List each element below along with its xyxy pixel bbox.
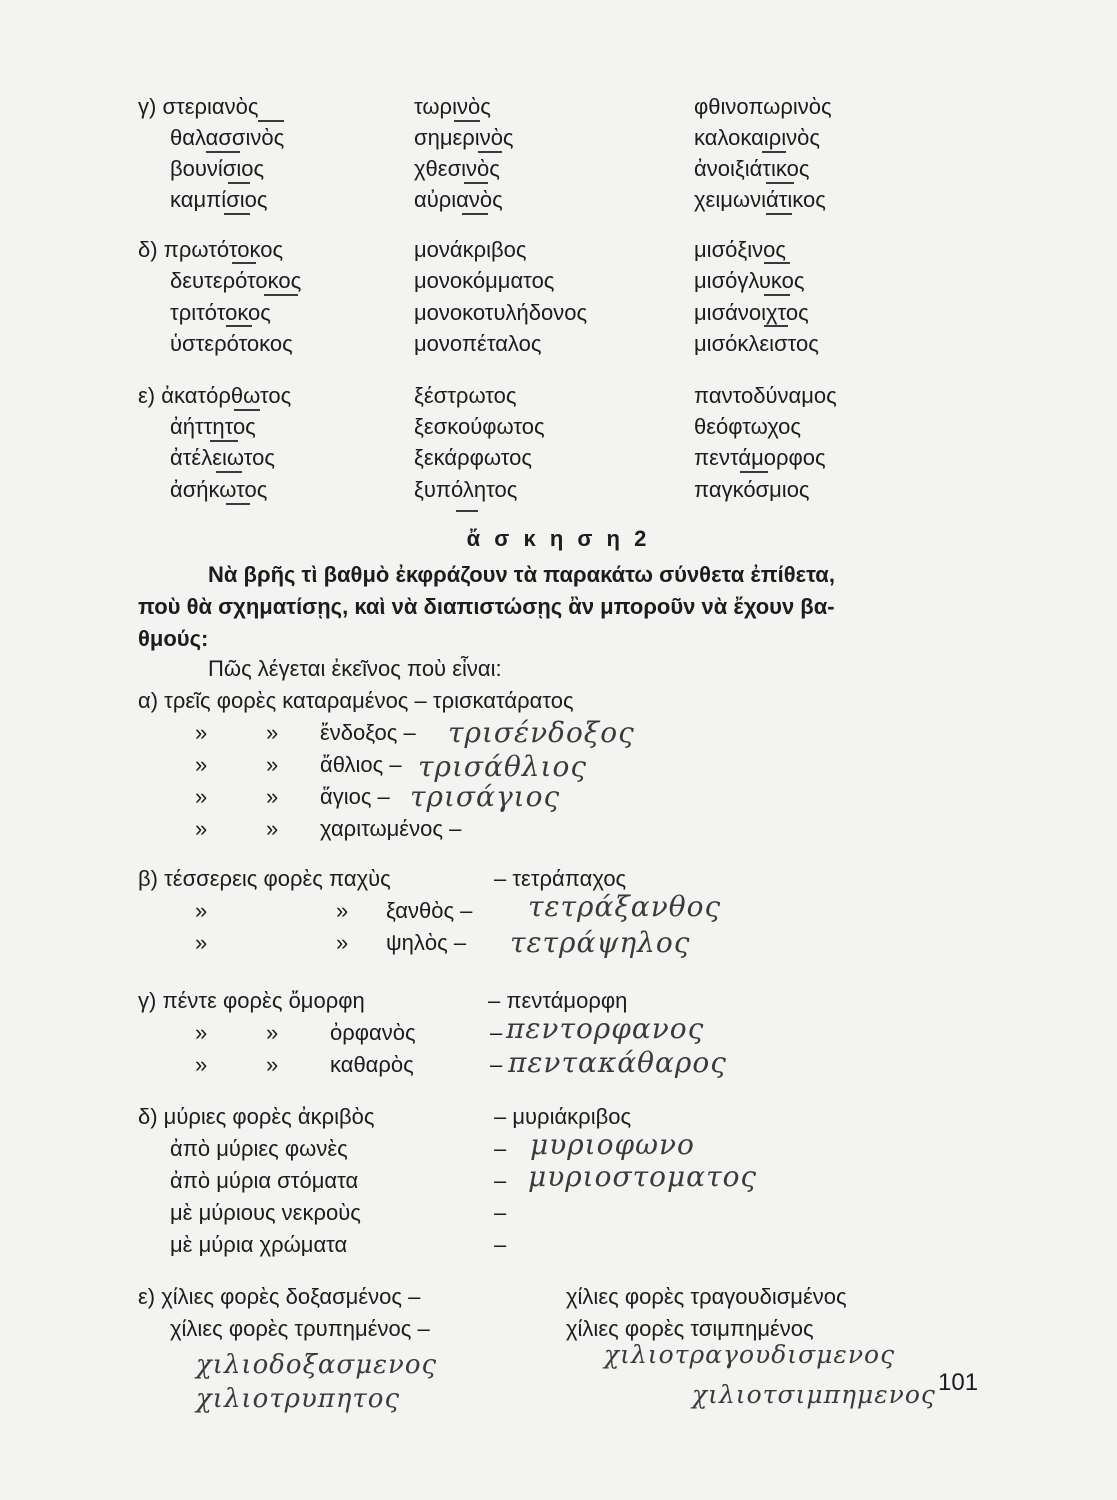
word: ξεκάρφωτος [414, 445, 532, 470]
pen-underline [478, 151, 502, 153]
word: βουνίσιος [170, 156, 265, 181]
pen-underline [764, 325, 788, 327]
pen-underline [264, 294, 298, 296]
ditto-mark: » [266, 720, 279, 745]
word: μονοκοτυλήδονος [414, 300, 588, 325]
pen-underline [234, 409, 260, 411]
word: πεντάμορφος [694, 445, 826, 470]
prompt: Πῶς λέγεται ἐκεῖνος ποὺ εἶναι: [208, 656, 502, 681]
word: καλοκαιρινὸς [694, 125, 820, 150]
word: μισόξινος [694, 237, 786, 262]
pen-underline [258, 120, 284, 122]
exercise-item: ἀπὸ μύρια στόματα [170, 1168, 359, 1193]
instruction-line: θμούς: [138, 626, 209, 651]
pen-underline [454, 120, 480, 122]
word: δ) πρωτότοκος [138, 237, 284, 262]
exercise-item: ἔνδοξος – [320, 720, 416, 745]
handwritten-answer: χιλιοτραγουδισμενος [604, 1340, 896, 1369]
pen-underline [766, 213, 792, 215]
ditto-mark: » [266, 816, 279, 841]
handwritten-answer: τρισένδοξος [448, 716, 635, 749]
exercise-item: ἀπὸ μύριες φωνὲς [170, 1136, 348, 1161]
handwritten-answer: χιλιοτρυπητος [196, 1384, 401, 1414]
word: ε) ἀκατόρθωτος [138, 383, 292, 408]
dash: – [490, 1052, 503, 1077]
dash: – [494, 1232, 507, 1257]
word: ξέστρωτος [414, 383, 517, 408]
word: μισόκλειστος [694, 331, 819, 356]
pen-underline [462, 213, 488, 215]
ditto-mark: » [195, 898, 208, 923]
exercise-item: μὲ μύριους νεκροὺς [170, 1200, 361, 1225]
pen-underline [224, 213, 250, 215]
ditto-mark: » [195, 1052, 208, 1077]
handwritten-answer: χιλιοδοξασμενος [196, 1350, 438, 1380]
word: ἀτέλειωτος [170, 445, 275, 470]
pen-underline [764, 262, 790, 264]
ditto-mark: » [266, 1052, 279, 1077]
word: ξεσκούφωτος [414, 414, 545, 439]
ditto-mark: » [266, 1020, 279, 1045]
pen-underline [226, 503, 250, 505]
word: μονοπέταλος [414, 331, 542, 356]
word: ἀσήκωτος [170, 477, 268, 502]
pen-underline [464, 182, 488, 184]
word: παντοδύναμος [694, 383, 837, 408]
pen-underline [228, 182, 250, 184]
word: μονάκριβος [414, 237, 527, 262]
pen-underline [766, 182, 794, 184]
word: καμπίσιος [170, 187, 268, 212]
ditto-mark: » [266, 784, 279, 809]
handwritten-answer: πεντορφανος [506, 1012, 705, 1045]
word: γ) στεριανὸς [138, 94, 259, 119]
handwritten-answer: τετράξανθος [528, 890, 722, 923]
dash: – [494, 1168, 507, 1193]
word: παγκόσμιος [694, 477, 810, 502]
word: θεόφτωχος [694, 414, 801, 439]
ditto-mark: » [336, 898, 349, 923]
handwritten-answer: τρισάγιος [410, 780, 561, 813]
ditto-mark: » [195, 752, 208, 777]
exercise-item: ὀρφανὸς [330, 1020, 416, 1045]
dash: – [494, 1200, 507, 1225]
handwritten-answer: χιλιοτσιμπημενος [692, 1380, 936, 1409]
dash: – [490, 1020, 503, 1045]
section-b-line: β) τέσσερεις φορὲς παχὺς [138, 866, 391, 891]
pen-underline [764, 294, 790, 296]
exercise-item: ἄθλιος – [320, 752, 402, 777]
pen-underline [740, 471, 768, 473]
handwritten-answer: τρισάθλιος [418, 750, 588, 783]
ditto-mark: » [195, 1020, 208, 1045]
handwritten-answer: μυριοστοματος [528, 1160, 758, 1193]
pen-underline [226, 325, 252, 327]
word: δευτερότοκος [170, 268, 302, 293]
section-a-line: α) τρεῖς φορὲς καταραμένος – τρισκατάρατος [138, 688, 574, 713]
exercise-heading: ἄ σ κ η σ η 2 [466, 526, 651, 551]
ditto-mark: » [195, 930, 208, 955]
word: ὑστερότοκος [170, 331, 293, 356]
ditto-mark: » [195, 720, 208, 745]
ditto-mark: » [195, 816, 208, 841]
word: μονοκόμματος [414, 268, 555, 293]
pen-underline [210, 440, 238, 442]
word: ἀήττητος [170, 414, 256, 439]
section-e-line: ε) χίλιες φορὲς δοξασμένος – [138, 1284, 421, 1309]
exercise-item: ξανθὸς – [386, 898, 473, 923]
handwritten-answer: μυριοφωνο [530, 1128, 695, 1161]
dash: – [494, 1136, 507, 1161]
word: χειμωνιάτικος [694, 187, 826, 212]
word: ξυπόλητος [414, 477, 518, 502]
word: μισάνοιχτος [694, 300, 809, 325]
pen-underline [206, 151, 240, 153]
word: αὐριανὸς [414, 187, 503, 212]
ditto-mark: » [336, 930, 349, 955]
pen-underline [216, 471, 242, 473]
word: σημερινὸς [414, 125, 514, 150]
handwritten-answer: τετράψηλος [510, 926, 691, 959]
exercise-item: ψηλὸς – [386, 930, 467, 955]
section-c-answer: – πεντάμορφη [488, 988, 628, 1013]
instruction-line: ποὺ θὰ σχηματίσῃς, καὶ νὰ διαπιστώσῃς ἂν μποροῦν νὰ ἔχουν βα- [138, 594, 835, 619]
ditto-mark: » [266, 752, 279, 777]
word: τωρινὸς [414, 94, 491, 119]
page-number: 101 [938, 1369, 979, 1396]
word: φθινοπωρινὸς [694, 94, 832, 119]
word: τριτότοκος [170, 300, 271, 325]
ditto-mark: » [195, 784, 208, 809]
section-e-line: χίλιες φορὲς τρυπημένος – [170, 1316, 430, 1341]
exercise-item: μὲ μύρια χρώματα [170, 1232, 348, 1257]
pen-underline [456, 510, 478, 512]
section-e-line: χίλιες φορὲς τραγουδισμένος [566, 1284, 847, 1309]
section-b-answer: – τετράπαχος [494, 866, 627, 891]
pen-underline [232, 262, 256, 264]
pen-underline [762, 151, 786, 153]
word: μισόγλυκος [694, 268, 805, 293]
exercise-item: χαριτωμένος – [320, 816, 462, 841]
section-d-answer: – μυριάκριβος [494, 1104, 632, 1129]
handwritten-answer: πεντακάθαρος [508, 1046, 727, 1079]
instruction-line: Νὰ βρῆς τὶ βαθμὸ ἐκφράζουν τὰ παρακάτω σύνθετα ἐπίθετα, [208, 562, 835, 587]
section-e-line: χίλιες φορὲς τσιμπημένος [566, 1316, 814, 1341]
exercise-item: ἅγιος – [320, 784, 390, 809]
section-d-line: δ) μύριες φορὲς ἀκριβὸς [138, 1104, 375, 1129]
exercise-item: καθαρὸς [330, 1052, 414, 1077]
word: χθεσινὸς [414, 156, 500, 181]
word: ἀνοιξιάτικος [694, 156, 810, 181]
section-c-line: γ) πέντε φορὲς ὄμορφη [138, 988, 365, 1013]
word: θαλασσινὸς [170, 125, 285, 150]
